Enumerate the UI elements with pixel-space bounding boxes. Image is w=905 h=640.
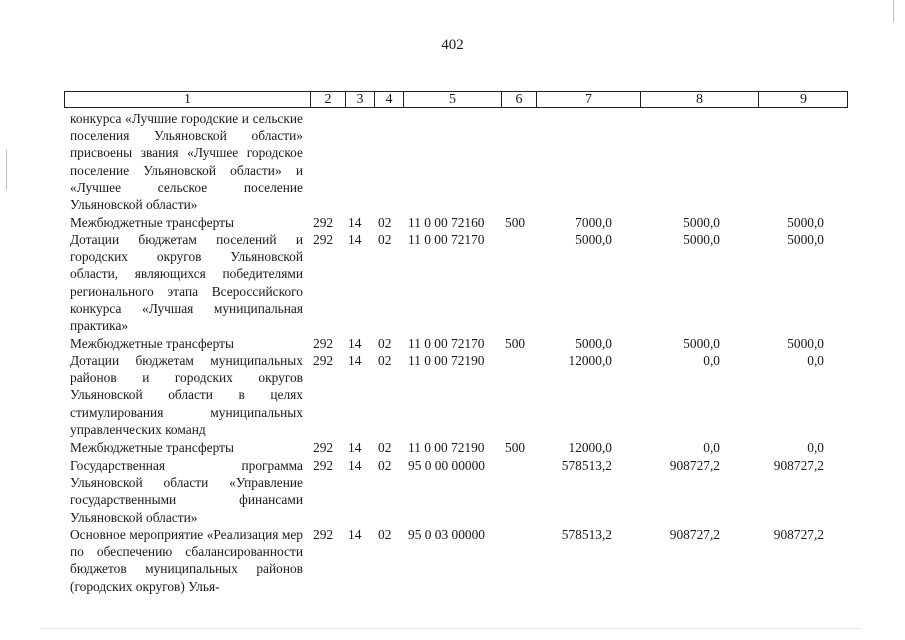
row-description: Дотации бюджетам муниципальных районов и городских округов Ульяновской области в целях стимулирования муниципальных управленческих команд [70,353,303,437]
scan-mark-bottom [40,628,860,629]
cell-amount-col9: 5000,0 [787,336,824,351]
cell-amount-col8: 0,0 [703,440,720,455]
cell-amount-col7: 5000,0 [575,336,612,351]
cell-amount-col9: 908727,2 [773,527,824,542]
cell-ministry-code: 292 [313,232,334,247]
cell-amount-col9: 0,0 [807,440,824,455]
header-cell-7: 7 [536,92,640,107]
cell-subsection: 02 [378,215,392,230]
cell-target-article: 95 0 03 00000 [408,527,485,542]
header-cell-2: 2 [310,92,345,107]
cell-subsection: 02 [378,232,392,247]
cell-section: 14 [348,458,362,473]
row-description: Межбюджетные трансферты [70,336,234,351]
row-description: Основное мероприятие «Реализация мер по обеспечению сбалансированности бюджетов муниципальных районов (городских округов) Улья- [70,527,303,594]
table-header-row [64,91,848,108]
cell-target-article: 11 0 00 72190 [408,353,485,368]
row-description: Межбюджетные трансферты [70,440,234,455]
cell-section: 14 [348,527,362,542]
header-cell-1: 1 [184,92,191,107]
cell-ministry-code: 292 [313,458,334,473]
cell-target-article: 95 0 00 00000 [408,458,485,473]
cell-target-article: 11 0 00 72190 [408,440,485,455]
header-cell-9: 9 [758,92,848,107]
header-cell-3: 3 [345,92,374,107]
page-number: 402 [441,37,464,53]
row-description: Межбюджетные трансферты [70,215,234,230]
header-cell-8: 8 [640,92,758,107]
cell-amount-col8: 5000,0 [683,336,720,351]
header-cell-4: 4 [374,92,403,107]
cell-amount-col9: 5000,0 [787,215,824,230]
cell-ministry-code: 292 [313,440,334,455]
row-description: конкурса «Лучшие городские и сельские поселения Ульяновской области» присвоены звания «Лучшее городское поселение Ульяновской области» и «Лучшее сельское поселение Ульяновской области» [70,111,303,213]
cell-amount-col7: 578513,2 [561,527,612,542]
cell-expense-type: 500 [505,215,526,230]
cell-amount-col8: 908727,2 [669,527,720,542]
cell-subsection: 02 [378,527,392,542]
cell-section: 14 [348,353,362,368]
cell-amount-col8: 5000,0 [683,215,720,230]
cell-amount-col7: 7000,0 [575,215,612,230]
cell-target-article: 11 0 00 72160 [408,215,485,230]
cell-section: 14 [348,215,362,230]
cell-amount-col8: 0,0 [703,353,720,368]
cell-amount-col8: 908727,2 [669,458,720,473]
cell-ministry-code: 292 [313,215,334,230]
cell-ministry-code: 292 [313,353,334,368]
cell-amount-col7: 578513,2 [561,458,612,473]
row-description: Дотации бюджетам поселений и городских округов Ульяновской области, являющихся победителями регионального этапа Всероссийского конкурса «Лучшая муниципальная практика» [70,232,303,334]
cell-subsection: 02 [378,353,392,368]
cell-target-article: 11 0 00 72170 [408,336,485,351]
cell-amount-col8: 5000,0 [683,232,720,247]
cell-amount-col9: 5000,0 [787,232,824,247]
cell-expense-type: 500 [505,336,526,351]
cell-target-article: 11 0 00 72170 [408,232,485,247]
cell-subsection: 02 [378,336,392,351]
cell-section: 14 [348,336,362,351]
cell-amount-col7: 12000,0 [568,440,612,455]
row-description: Государственная программа Ульяновской области «Управление государственными финансами Ульяновской области» [70,458,303,525]
scan-mark-left-edge [6,150,7,190]
cell-expense-type: 500 [505,440,526,455]
cell-ministry-code: 292 [313,527,334,542]
cell-amount-col7: 12000,0 [568,353,612,368]
cell-amount-col9: 908727,2 [773,458,824,473]
cell-subsection: 02 [378,458,392,473]
cell-subsection: 02 [378,440,392,455]
cell-section: 14 [348,440,362,455]
cell-amount-col9: 0,0 [807,353,824,368]
header-cell-5: 5 [403,92,501,107]
scan-mark-top-right [893,0,894,22]
cell-section: 14 [348,232,362,247]
cell-ministry-code: 292 [313,336,334,351]
header-cell-6: 6 [501,92,536,107]
cell-amount-col7: 5000,0 [575,232,612,247]
